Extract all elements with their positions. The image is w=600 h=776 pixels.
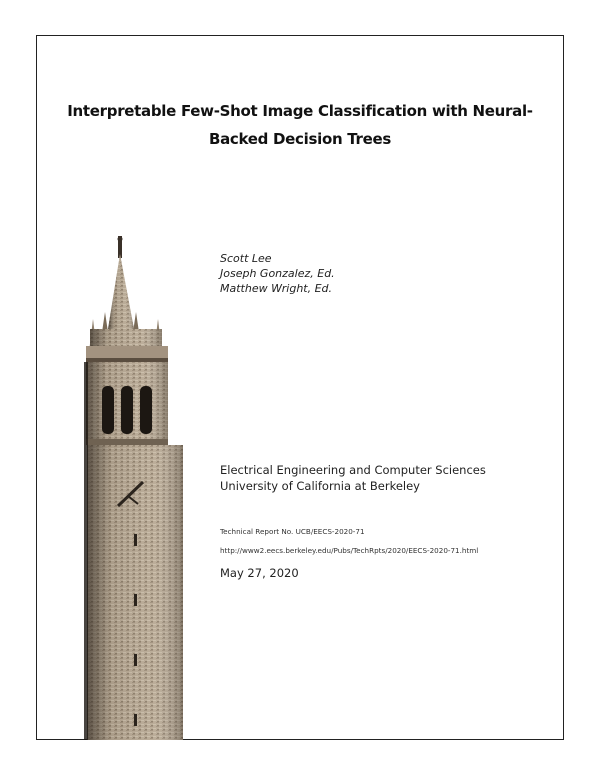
author-name: Matthew Wright, Ed. — [220, 282, 333, 295]
report-title — [40, 97, 560, 153]
author-name: Scott Lee — [220, 252, 272, 265]
report-info — [220, 522, 478, 560]
title-line-1: Interpretable Few-Shot Image Classification with Neural- — [67, 102, 533, 120]
author-list — [220, 251, 335, 296]
department-name: Electrical Engineering and Computer Sciences — [220, 463, 486, 477]
report-url[interactable]: http://www2.eecs.berkeley.edu/Pubs/TechRpts/2020/EECS-2020-71.html — [220, 546, 479, 555]
institution-block — [220, 462, 486, 494]
title-line-2: Backed Decision Trees — [208, 130, 392, 148]
report-date: May 27, 2020 — [220, 566, 299, 580]
author-name: Joseph Gonzalez, Ed. — [220, 267, 335, 280]
campanile-tower-image — [78, 234, 188, 740]
report-number: Technical Report No. UCB/EECS-2020-71 — [220, 527, 365, 536]
university-name: University of California at Berkeley — [220, 479, 420, 493]
